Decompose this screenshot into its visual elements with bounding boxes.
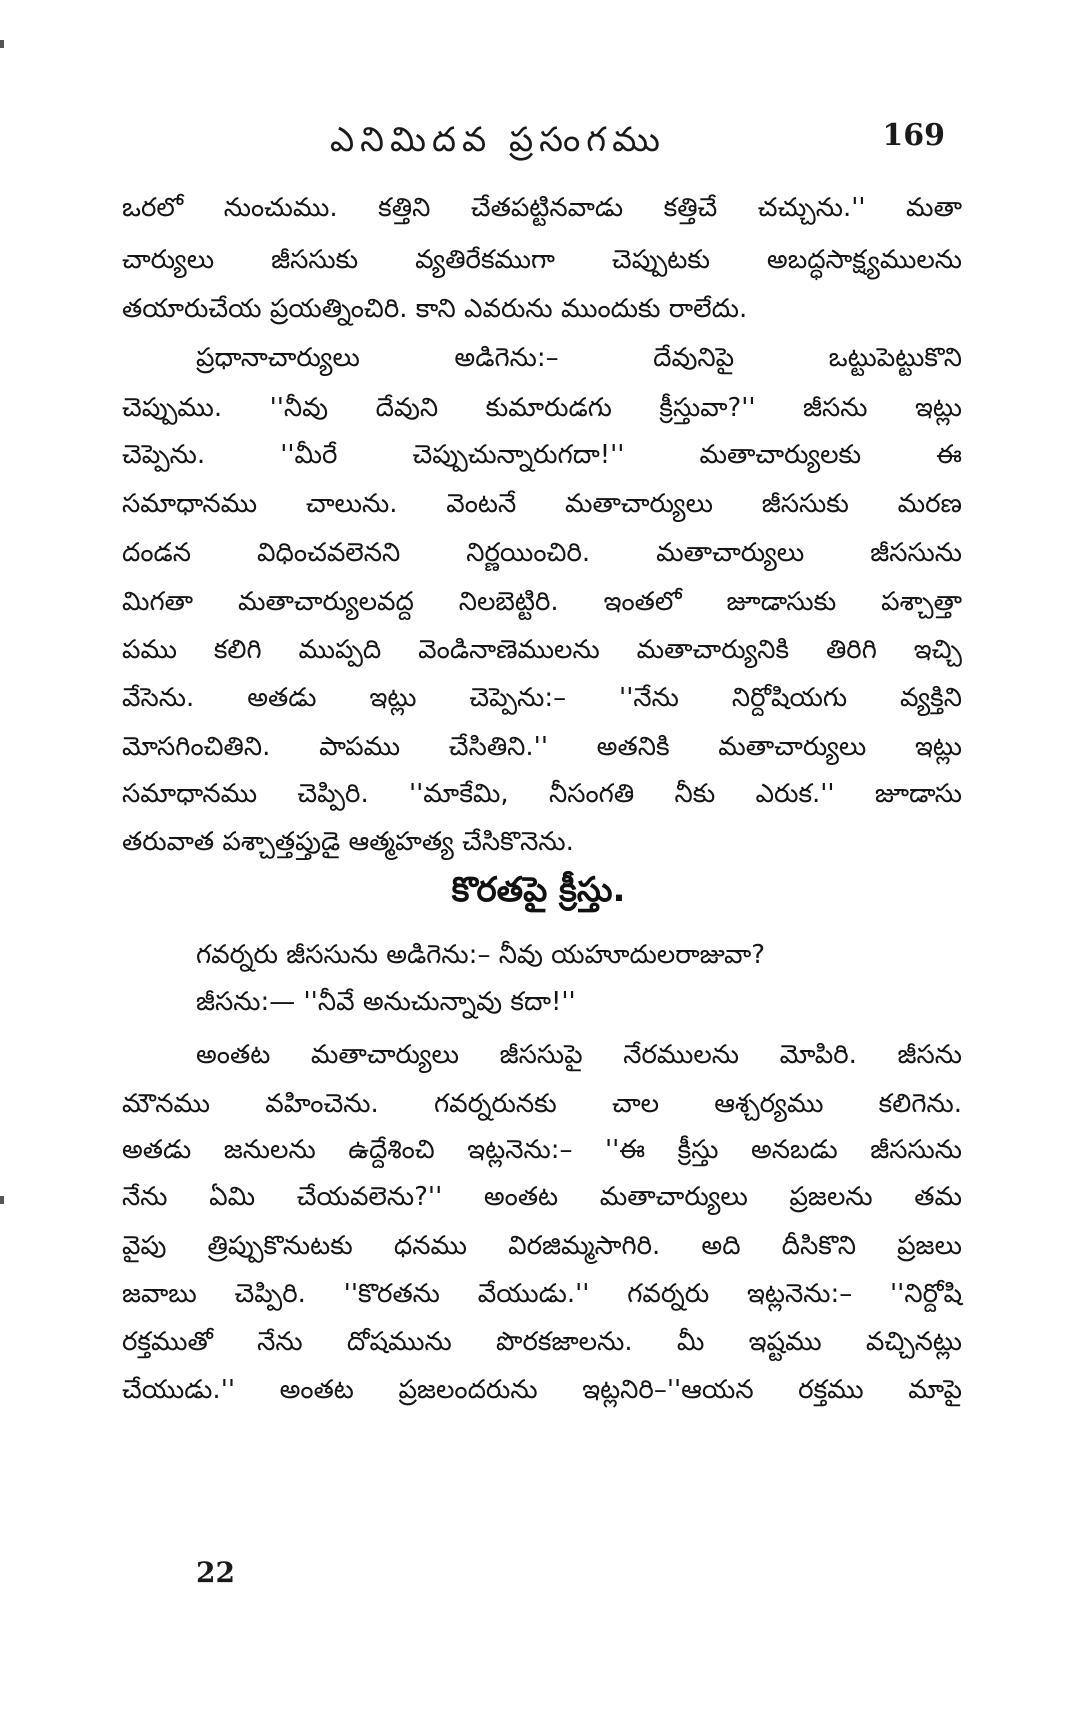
text-line: తరువాత పశ్చాత్తప్తుడై ఆత్మహత్య చేసికొనెను. xyxy=(122,827,574,857)
text-line: జవాబు చెప్పిరి. ''కొరతను వేయుడు.'' గవర్నరు ఇట్లనెను:– ''నిర్దోషి xyxy=(122,1279,962,1309)
text-line: సమాధానము చెప్పిరి. ''మాకేమి, నీసంగతి నీకు ఎరుక.'' జూడాసు xyxy=(122,779,962,809)
text-line: వైపు త్రిప్పుకొనుటకు ధనము విరజిమ్మసాగిరి. అది దీసికొని ప్రజలు xyxy=(122,1231,962,1261)
text-line: చేయుడు.'' అంతట ప్రజలందరును ఇట్లనిరి–''ఆయన రక్తము మాపై xyxy=(122,1375,962,1405)
text-line: చెప్పుము. ''నీవు దేవుని కుమారుడగు క్రీస్తువా?'' జీసను ఇట్లు xyxy=(122,393,962,423)
text-line: అంతట మతాచార్యులు జీససుపై నేరములను మోపిరి. జీసను xyxy=(196,1040,962,1070)
text-line: ఒరలో నుంచుము. కత్తిని చేతపట్టినవాడు కత్తిచే చచ్చును.'' మతా xyxy=(122,193,962,223)
scan-speck xyxy=(0,1196,4,1204)
text-line: పము కలిగి ముప్పది వెండినాణెములను మతాచార్యునికి తిరిగి ఇచ్చి xyxy=(122,635,962,665)
page-number: 169 xyxy=(882,118,945,153)
text-line: రక్తముతో నేను దోషమును పొరకజాలను. మీ ఇష్టము వచ్చినట్లు xyxy=(122,1327,962,1357)
text-line: దండన విధించవలెనని నిర్ణయించిరి. మతాచార్యులు జీససును xyxy=(122,538,962,568)
text-line: తయారుచేయ ప్రయత్నించిరి. కాని ఎవరును ముందుకు రాలేదు. xyxy=(122,294,748,324)
text-line: వేసెను. అతడు ఇట్లు చెప్పెను:– ''నేను నిర్దోషియగు వ్యక్తిని xyxy=(122,683,962,713)
text-line: అతడు జనులను ఉద్దేశించి ఇట్లనెను:– ''ఈ క్రీస్తు అనబడు జీససును xyxy=(122,1135,962,1165)
text-line: చెప్పెను. ''మీరే చెప్పుచున్నారుగదా!'' మతాచార్యులకు ఈ xyxy=(122,440,962,470)
dialog-line: జీసను:— ''నీవే అనుచున్నావు కదా!'' xyxy=(196,987,576,1017)
text-line: సమాధానము చాలును. వెంటనే మతాచార్యులు జీససుకు మరణ xyxy=(122,489,962,519)
text-line: నేను ఏమి చేయవలెను?'' అంతట మతాచార్యులు ప్రజలను తమ xyxy=(122,1182,962,1212)
text-line: మిగతా మతాచార్యులవద్ద నిలబెట్టిరి. ఇంతలో జూడాసుకు పశ్చాత్తా xyxy=(122,587,962,617)
scan-speck xyxy=(0,40,4,48)
running-title: ఎనిమిదవ ప్రసంగము xyxy=(330,120,666,160)
signature-mark: 22 xyxy=(196,1556,235,1589)
section-heading: కొరతపై క్రీస్తు. xyxy=(451,870,626,910)
text-line: మోసగించితిని. పాపము చేసితిని.'' అతనికి మతాచార్యులు ఇట్లు xyxy=(122,732,962,762)
text-line: చార్యులు జీససుకు వ్యతిరేకముగా చెప్పుటకు అబద్ధసాక్ష్యములను xyxy=(122,245,962,275)
dialog-line: గవర్నరు జీససును అడిగెను:– నీవు యహూదులరాజువా? xyxy=(196,940,766,970)
text-line: ప్రధానాచార్యులు అడిగెను:– దేవునిపై ఒట్టుపెట్టుకొని xyxy=(196,343,962,373)
text-line: మౌనము వహించెను. గవర్నరునకు చాల ఆశ్చర్యము కలిగెను. xyxy=(122,1089,962,1119)
